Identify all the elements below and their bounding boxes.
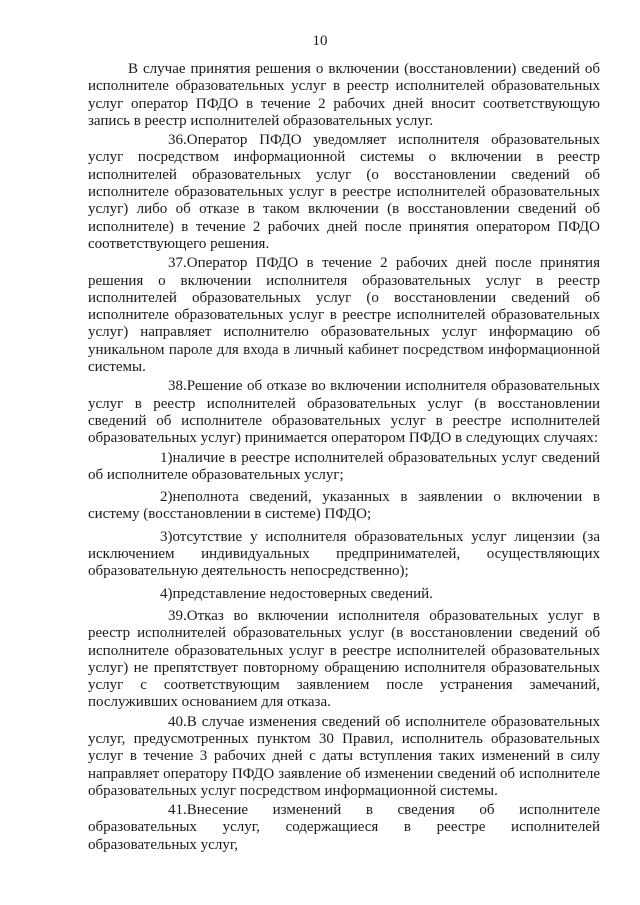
document-body	[88, 61, 600, 856]
paragraph-text: В случае изменения сведений об исполнителе образовательных услуг, предусмотренных пунктом 30 Правил, исполнитель образовательных услуг в течение 3 рабочих дней с даты вступления таких изменений в силу направляет оператору ПФДО заявление об изменении сведений об исполнителе образовательных услуг посредством информационной системы.	[88, 713, 600, 799]
paragraph-number: 36.	[168, 132, 187, 149]
paragraph-text: Отказ во включении исполнителя образовательных услуг в реестр исполнителей образовательных услуг (в восстановлении сведений об исполнителе образовательных услуг в реестре исполнителей образовательных услуг) не препятствует повторному обращению исполнителя образовательных услуг с соответствующим заявлением после устранения замечаний, послуживших основанием для отказа.	[88, 607, 600, 711]
paragraph	[88, 714, 600, 800]
paragraph-text: Внесение изменений в сведения об исполнителе образовательных услуг, содержащиеся в реестре исполнителей образовательных услуг,	[88, 802, 600, 853]
paragraph	[88, 378, 600, 447]
paragraph	[88, 802, 600, 854]
list-item-number: 4)	[160, 585, 173, 602]
list-item-number: 1)	[160, 449, 173, 466]
paragraph-text: Оператор ПФДО уведомляет исполнителя образовательных услуг посредством информационной системы о включении в реестр исполнителей образовательных услуг (о восстановлении сведений об исполнителе образовательных услуг в реестре исполнителей образовательных услуг) либо об отказе в таком включении (в восстановлении сведений об исполнителе) в течение 2 рабочих дней после принятия оператором ПФДО соответствующего решения.	[88, 132, 600, 252]
list-item	[88, 450, 600, 485]
list-item-text: неполнота сведений, указанных в заявлении о включении в систему (восстановлении в системе) ПФДО;	[88, 489, 600, 523]
paragraph	[88, 255, 600, 376]
list-item-text: отсутствие у исполнителя образовательных услуг лицензии (за исключением индивидуальных предпринимателей, осуществляющих образовательную деятельность непосредственно);	[88, 528, 600, 580]
paragraph	[88, 132, 600, 253]
list-item-number: 2)	[160, 489, 173, 506]
paragraph-number: 41.	[168, 802, 187, 819]
paragraph-text: В случае принятия решения о включении (восстановлении) сведений об исполнителе образовательных услуг в реестр исполнителей образовательных услуг оператор ПФДО в течение 2 рабочих дней вносит соответствующую запись в реестр исполнителей образовательных услуг.	[88, 61, 600, 129]
list-item-text: наличие в реестре исполнителей образовательных услуг сведений об исполнителе образовательных услуг;	[88, 449, 600, 483]
paragraph-text: Оператор ПФДО в течение 2 рабочих дней после принятия решения о включении исполнителя образовательных услуг в реестр исполнителей образовательных услуг (о восстановлении сведений об исполнителе образовательных услуг в реестре исполнителей образовательных услуг) направляет исполнителю образовательных услуг информацию об уникальном пароле для входа в личный кабинет посредством информационной системы.	[88, 255, 600, 376]
paragraph-number: 40.	[168, 713, 187, 730]
list-item	[88, 529, 600, 581]
paragraph-number: 37.	[168, 255, 187, 272]
list-item	[88, 586, 600, 603]
paragraph-number: 39.	[168, 607, 187, 624]
paragraph	[88, 608, 600, 712]
paragraph	[88, 61, 600, 130]
list-item-text: представление недостоверных сведений.	[172, 585, 433, 602]
list-item	[88, 489, 600, 524]
list-item-number: 3)	[160, 528, 173, 545]
page-number: 10	[312, 33, 328, 49]
paragraph-text: Решение об отказе во включении исполнителя образовательных услуг в реестр исполнителей образовательных услуг (в восстановлении сведений об исполнителе образовательных услуг в реестре исполнителей образовательных услуг) принимается оператором ПФДО в следующих случаях:	[88, 378, 600, 447]
paragraph-number: 38.	[168, 378, 187, 395]
